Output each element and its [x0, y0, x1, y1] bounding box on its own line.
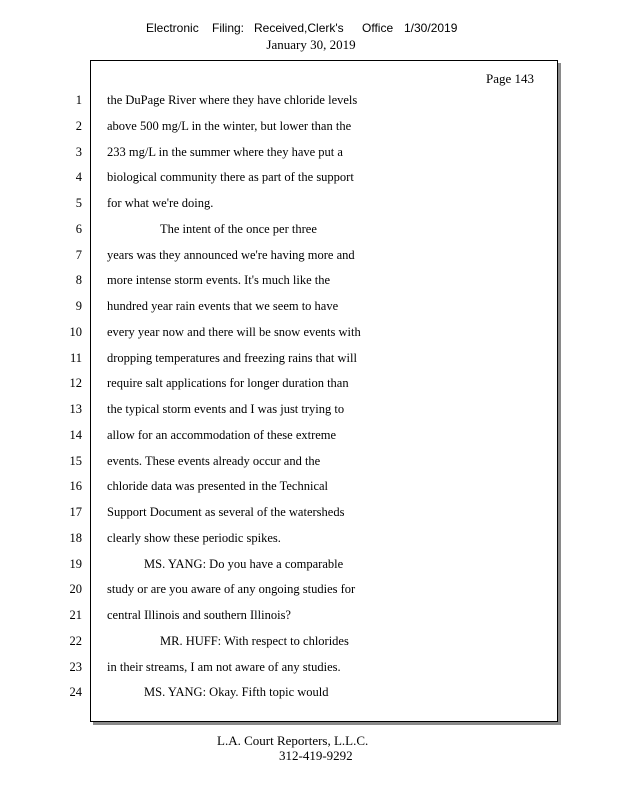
line-text: years was they announced we're having more and: [107, 247, 355, 262]
line-number: 11: [69, 350, 82, 365]
line-text: 233 mg/L in the summer where they have put a: [107, 144, 343, 159]
line-number: 5: [75, 196, 82, 210]
transcript-line: [0, 325, 618, 343]
court-reporter-phone: 312-419-9292: [279, 748, 353, 763]
line-text: above 500 mg/L in the winter, but lower than the: [107, 118, 352, 133]
transcript-line: [0, 273, 618, 291]
transcript-line: [0, 582, 618, 600]
line-text: Support Document as several of the watersheds: [107, 505, 345, 519]
line-number: 2: [75, 118, 82, 133]
line-number: 13: [69, 402, 82, 416]
transcript-line: [0, 557, 618, 575]
line-number: 18: [69, 530, 82, 545]
line-text: the DuPage River where they have chloride levels: [107, 93, 358, 107]
line-text: the typical storm events and I was just trying to: [107, 402, 345, 416]
line-number: 9: [75, 299, 82, 313]
line-number: 4: [75, 170, 82, 185]
line-text: The intent of the once per three: [160, 221, 317, 236]
line-number: 12: [69, 376, 82, 391]
line-text: in their streams, I am not aware of any studies.: [107, 659, 341, 674]
transcript-line: [0, 634, 618, 652]
page-number: Page 143: [485, 71, 534, 86]
line-number: 24: [69, 685, 82, 700]
filing-word: Electronic: [146, 21, 199, 35]
line-text: more intense storm events. It's much like the: [107, 273, 331, 288]
line-number: 19: [69, 556, 82, 571]
line-text: every year now and there will be snow events with: [107, 324, 361, 339]
transcript-line: [0, 119, 618, 137]
transcript-line: [0, 145, 618, 163]
transcript-line: [0, 170, 618, 188]
transcript-line: [0, 196, 618, 214]
line-text: biological community there as part of the support: [107, 170, 354, 185]
transcript-line: [0, 608, 618, 626]
line-number: 16: [69, 479, 82, 494]
line-number: 3: [75, 144, 82, 159]
transcript-line: [0, 222, 618, 240]
filing-word: Received,Clerk's: [254, 21, 344, 35]
transcript-line: [0, 479, 618, 497]
line-text: require salt applications for longer duration than: [107, 376, 349, 391]
transcript-line: [0, 299, 618, 317]
line-text: for what we're doing.: [107, 196, 214, 210]
transcript-line: [0, 531, 618, 549]
filing-stamp: [0, 21, 618, 37]
line-text: clearly show these periodic spikes.: [107, 530, 281, 545]
transcript-line: [0, 402, 618, 420]
line-number: 20: [69, 582, 82, 597]
line-number: 8: [75, 273, 82, 288]
transcript-line: [0, 428, 618, 446]
line-text: MS. YANG: Okay. Fifth topic would: [144, 685, 329, 700]
court-reporter-name: L.A. Court Reporters, L.L.C.: [217, 733, 369, 748]
line-number: 21: [69, 608, 82, 622]
filing-word: Office: [362, 21, 394, 35]
line-number: 7: [75, 247, 82, 262]
line-text: hundred year rain events that we seem to have: [107, 299, 339, 313]
line-text: study or are you aware of any ongoing studies for: [107, 582, 356, 597]
filing-word: Filing:: [212, 21, 245, 35]
line-text: events. These events already occur and the: [107, 453, 321, 468]
line-number: 22: [69, 633, 82, 648]
line-text: dropping temperatures and freezing rains that will: [107, 350, 357, 365]
transcript-line: [0, 685, 618, 703]
line-number: 6: [75, 221, 82, 236]
line-number: 15: [69, 453, 82, 468]
line-number: 1: [75, 93, 82, 107]
transcript-line: [0, 454, 618, 472]
filing-date: January 30, 2019: [266, 37, 356, 52]
line-text: allow for an accommodation of these extreme: [107, 427, 337, 442]
transcript-line: [0, 248, 618, 266]
transcript-line: [0, 351, 618, 369]
line-number: 23: [69, 659, 82, 674]
line-text: MR. HUFF: With respect to chlorides: [160, 633, 349, 648]
transcript-line: [0, 505, 618, 523]
line-number: 14: [69, 427, 82, 442]
transcript-line: [0, 93, 618, 111]
line-text: central Illinois and southern Illinois?: [107, 608, 291, 622]
transcript-line: [0, 376, 618, 394]
line-number: 10: [69, 324, 82, 339]
line-number: 17: [69, 505, 82, 519]
transcript-line: [0, 660, 618, 678]
filing-word: 1/30/2019: [404, 21, 458, 35]
line-text: MS. YANG: Do you have a comparable: [144, 556, 344, 571]
line-text: chloride data was presented in the Technical: [107, 479, 329, 494]
